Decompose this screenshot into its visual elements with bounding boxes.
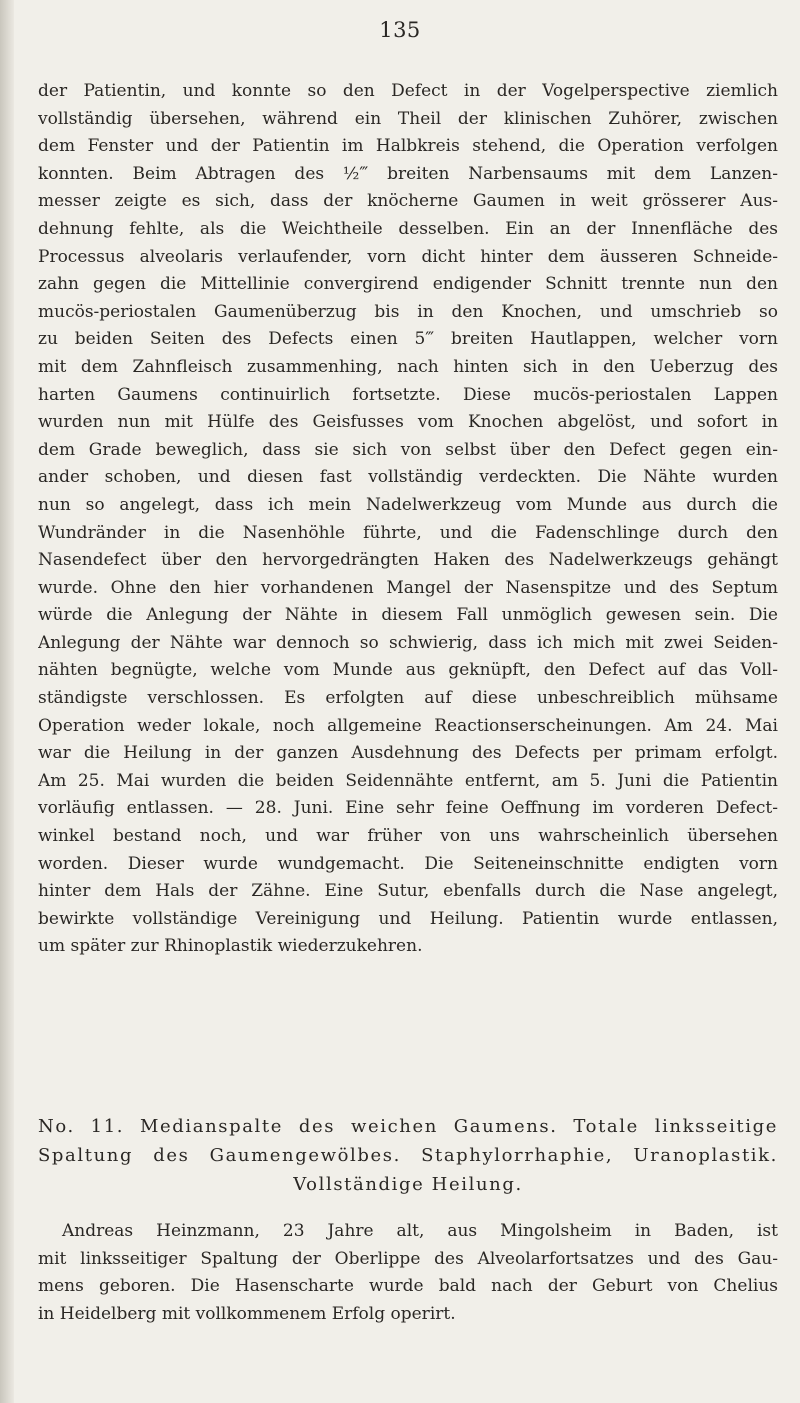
text-line: vollständig übersehen, während ein Theil der klinischen Zuhörer, zwischen bbox=[38, 108, 778, 129]
text-line: ander schoben, und diesen fast vollständig verdeckten. Die Nähte wurden bbox=[38, 467, 778, 488]
text-line: Anlegung der Nähte war dennoch so schwierig, dass ich mich mit zwei Seiden- bbox=[38, 632, 778, 653]
text-line: dem Fenster und der Patientin im Halbkreis stehend, die Operation verfolgen bbox=[38, 136, 778, 157]
text-line: in Heidelberg mit vollkommenem Erfolg operirt. bbox=[38, 1303, 456, 1324]
text-line: zahn gegen die Mittellinie convergirend endigender Schnitt trennte nun den bbox=[38, 274, 778, 295]
text-line: mucös-periostalen Gaumenüberzug bis in den Knochen, und umschrieb so bbox=[38, 301, 778, 322]
text-line: mens geboren. Die Hasenscharte wurde bald nach der Geburt von Chelius bbox=[38, 1276, 778, 1297]
heading-line: Vollständige Heilung. bbox=[293, 1174, 523, 1195]
text-line: wurden nun mit Hülfe des Geisfusses vom Knochen abgelöst, und sofort in bbox=[38, 412, 778, 433]
paragraph-continued bbox=[38, 78, 778, 961]
text-line: dehnung fehlte, als die Weichtheile desselben. Ein an der Innenfläche des bbox=[38, 218, 778, 239]
text-line: war die Heilung in der ganzen Ausdehnung des Defects per primam erfolgt. bbox=[38, 743, 778, 764]
page-number: 135 bbox=[379, 18, 421, 42]
text-line: zu beiden Seiten des Defects einen 5‴ breiten Hautlappen, welcher vorn bbox=[38, 329, 778, 350]
text-line: bewirkte vollständige Vereinigung und Heilung. Patientin wurde entlassen, bbox=[38, 908, 778, 929]
text-line: Processus alveolaris verlaufender, vorn dicht hinter dem äusseren Schneide- bbox=[38, 246, 778, 267]
text-line: dem Grade beweglich, dass sie sich von selbst über den Defect gegen ein- bbox=[38, 439, 778, 460]
text-line: vorläufig entlassen. — 28. Juni. Eine sehr feine Oeffnung im vorderen Defect- bbox=[38, 798, 778, 819]
text-line: um später zur Rhinoplastik wiederzukehren. bbox=[38, 936, 423, 957]
text-line: Operation weder lokale, noch allgemeine Reactionserscheinungen. Am 24. Mai bbox=[38, 715, 778, 736]
text-line: mit linksseitiger Spaltung der Oberlippe des Alveolarfortsatzes und des Gau- bbox=[38, 1248, 778, 1269]
page-edge-shadow bbox=[0, 0, 14, 1403]
text-line: nun so angelegt, dass ich mein Nadelwerkzeug vom Munde aus durch die bbox=[38, 494, 778, 515]
text-line: wurde. Ohne den hier vorhandenen Mangel der Nasenspitze und des Septum bbox=[38, 577, 778, 598]
text-line: ständigste verschlossen. Es erfolgten auf diese unbeschreiblich mühsame bbox=[38, 688, 778, 709]
heading-line: Spaltung des Gaumengewölbes. Staphylorrhaphie, Uranoplastik. bbox=[38, 1145, 778, 1166]
text-line: messer zeigte es sich, dass der knöcherne Gaumen in weit grösserer Aus- bbox=[38, 191, 778, 212]
heading-line: No. 11. Medianspalte des weichen Gaumens. Totale linksseitige bbox=[38, 1116, 778, 1137]
text-line: würde die Anlegung der Nähte in diesem Fall unmöglich gewesen sein. Die bbox=[38, 605, 778, 626]
text-line: winkel bestand noch, und war früher von uns wahrscheinlich übersehen bbox=[38, 826, 778, 847]
text-line: mit dem Zahnfleisch zusammenhing, nach hinten sich in den Ueberzug des bbox=[38, 356, 778, 377]
text-line: Andreas Heinzmann, 23 Jahre alt, aus Mingolsheim in Baden, ist bbox=[62, 1221, 778, 1241]
text-line: konnten. Beim Abtragen des ½‴ breiten Narbensaums mit dem Lanzen- bbox=[38, 163, 778, 184]
text-line: hinter dem Hals der Zähne. Eine Sutur, ebenfalls durch die Nase angelegt, bbox=[38, 881, 778, 902]
case-paragraph bbox=[38, 1218, 778, 1328]
text-line: der Patientin, und konnte so den Defect in der Vogelperspective ziemlich bbox=[38, 81, 778, 101]
text-line: nähten begnügte, welche vom Munde aus geknüpft, den Defect auf das Voll- bbox=[38, 660, 778, 681]
text-line: Nasendefect über den hervorgedrängten Haken des Nadelwerkzeugs gehängt bbox=[38, 550, 778, 571]
text-line: Wundränder in die Nasenhöhle führte, und die Fadenschlinge durch den bbox=[38, 522, 778, 543]
text-line: harten Gaumens continuirlich fortsetzte. Diese mucös-periostalen Lappen bbox=[38, 384, 778, 405]
text-line: Am 25. Mai wurden die beiden Seidennähte entfernt, am 5. Juni die Patientin bbox=[38, 770, 778, 791]
text-line: worden. Dieser wurde wundgemacht. Die Seiteneinschnitte endigten vorn bbox=[38, 853, 778, 874]
case-heading bbox=[38, 1112, 778, 1199]
